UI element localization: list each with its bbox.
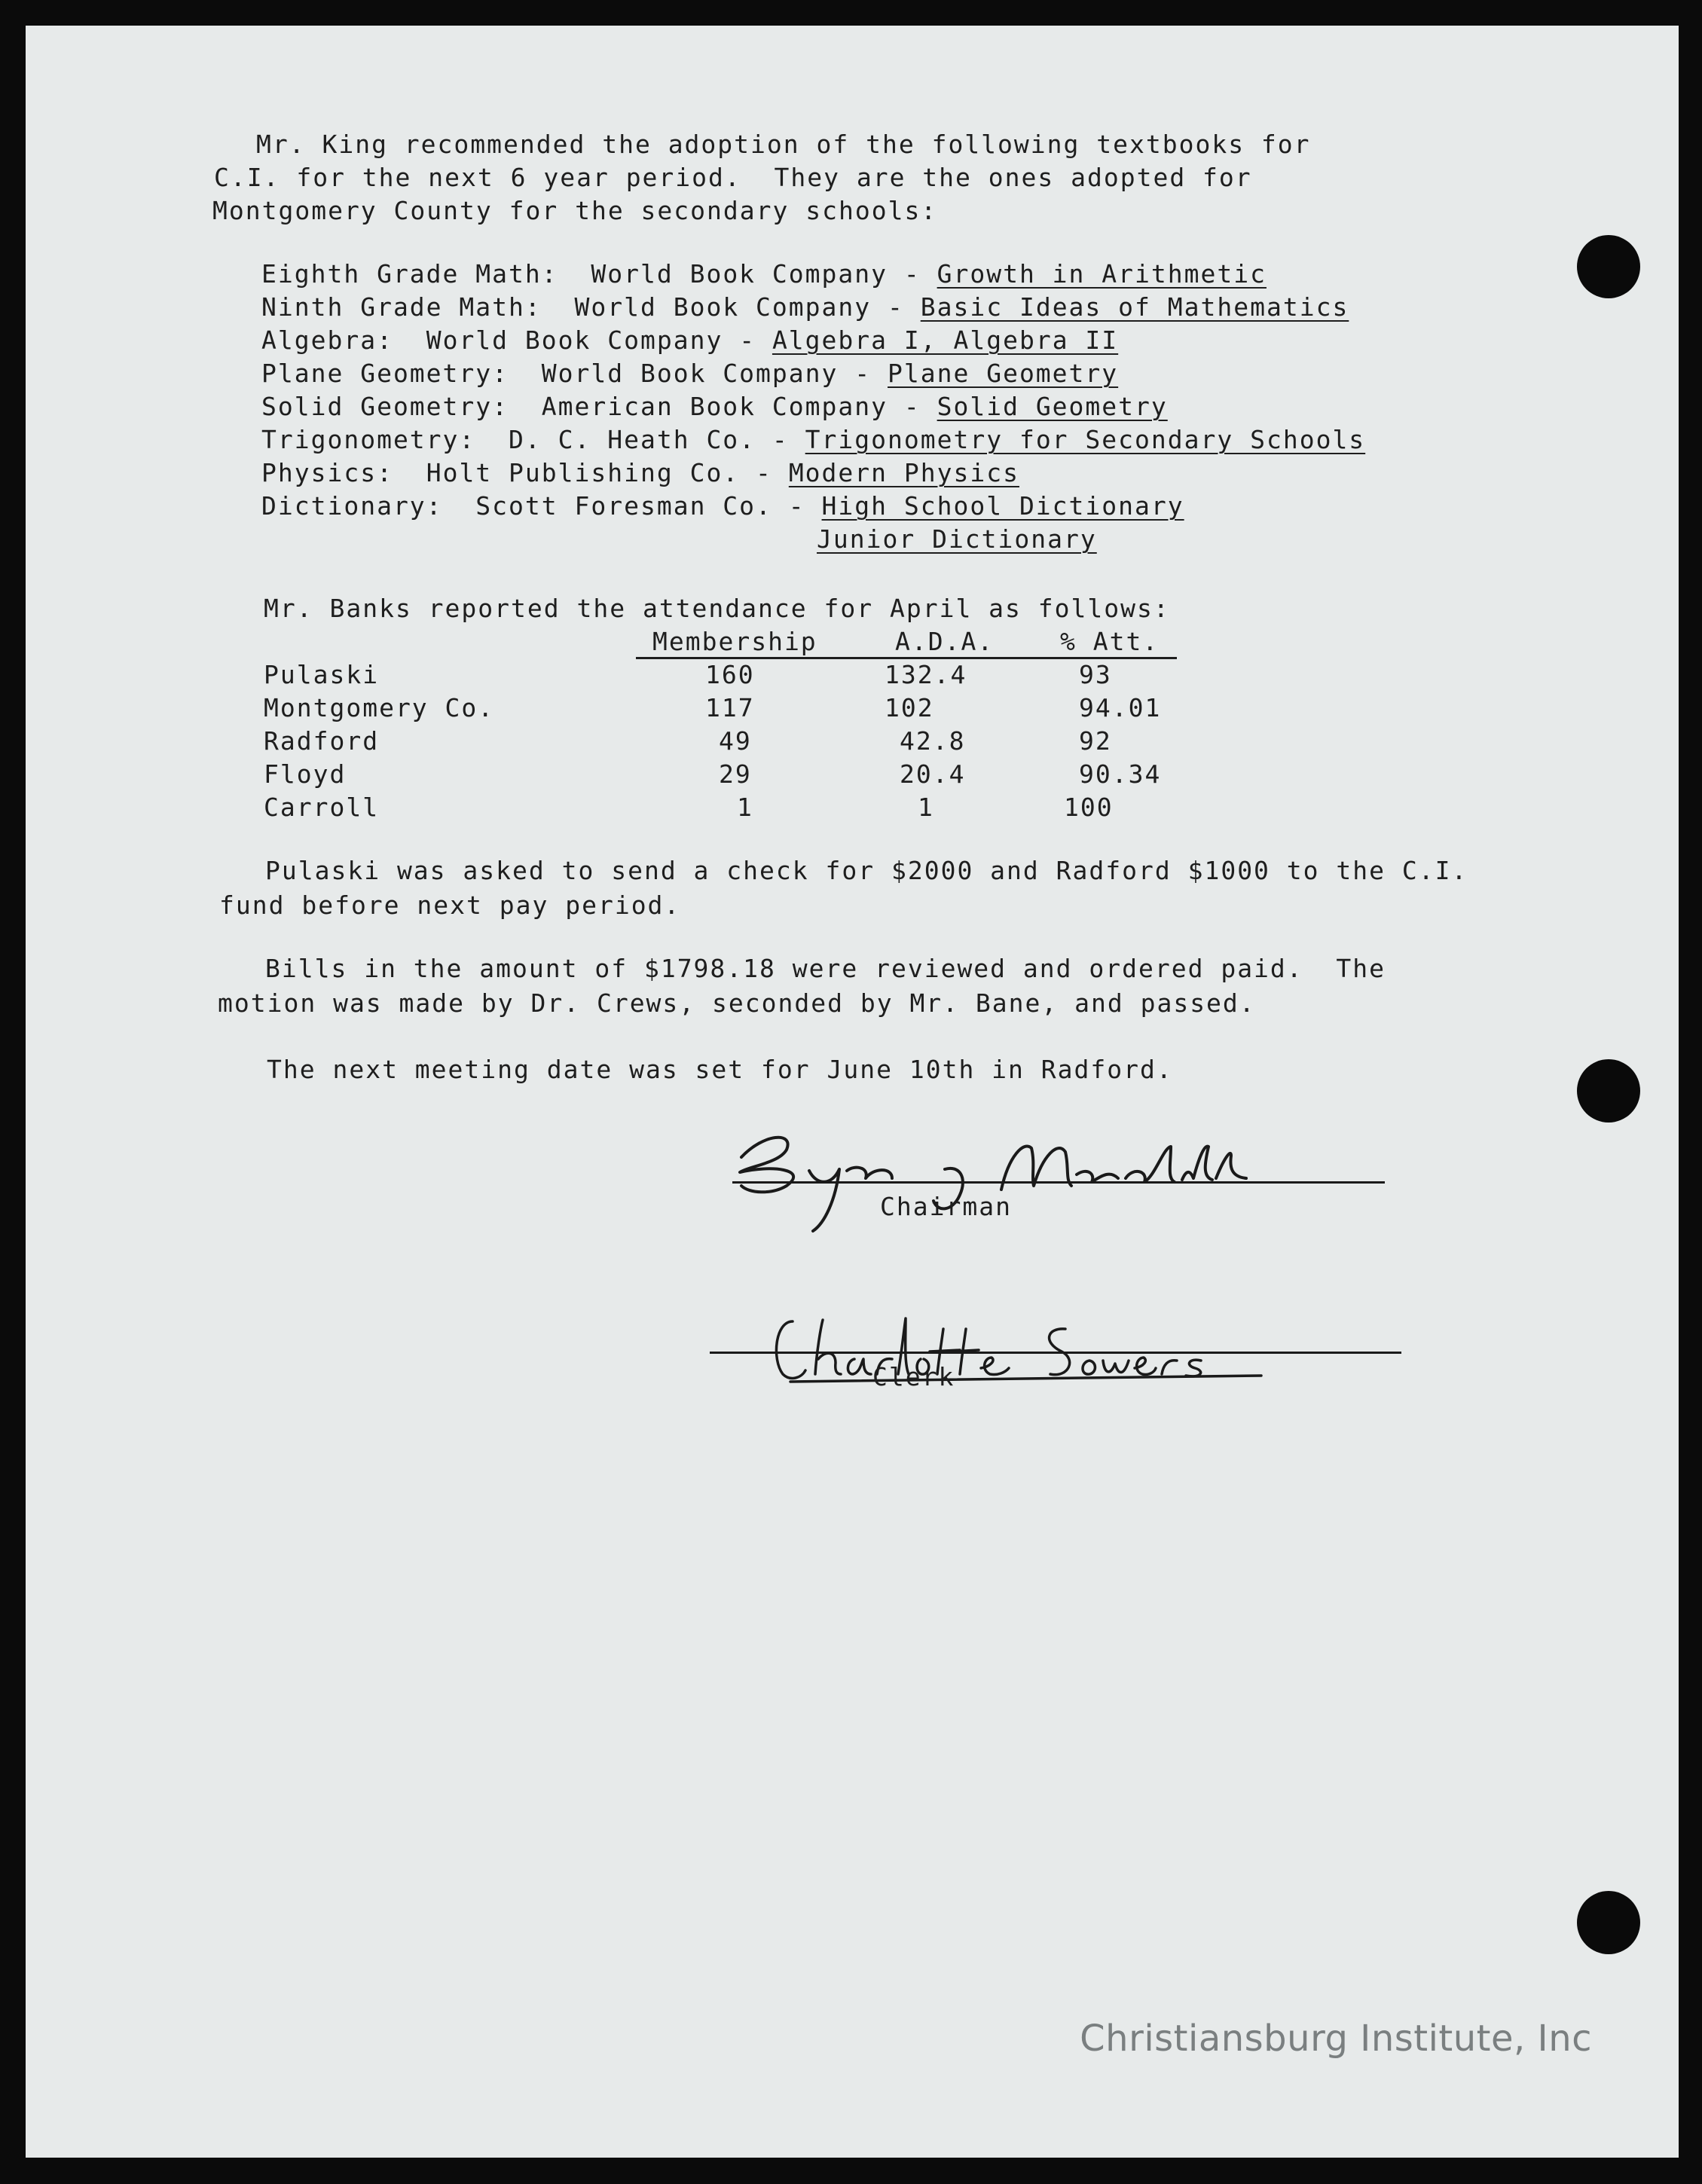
header-ada: A.D.A.	[895, 627, 995, 656]
textbook-row: Algebra: World Book Company - Algebra I, Algebra II	[261, 325, 1119, 355]
textbook-row: Plane Geometry: World Book Company - Plane Geometry	[261, 359, 1119, 388]
watermark: Christiansburg Institute, Inc	[1080, 2018, 1592, 2060]
clerk-label: Clerk	[872, 1362, 955, 1391]
header-att: % Att.	[1060, 627, 1160, 656]
intro-line-1: Mr. King recommended the adoption of the following textbooks for	[256, 130, 1311, 159]
clerk-signature-line	[710, 1352, 1401, 1354]
table-row: Floyd 29 20.4 90.34	[264, 759, 1162, 789]
bills-paragraph-line-2: motion was made by Dr. Crews, seconded by Mr. Bane, and passed.	[218, 988, 1256, 1018]
next-meeting-text: The next meeting date was set for June 10th in Radford.	[267, 1055, 1173, 1084]
textbook-row: Dictionary: Scott Foresman Co. - High School Dictionary	[261, 491, 1184, 521]
header-membership: Membership	[652, 627, 817, 656]
textbook-row: Solid Geometry: American Book Company - Solid Geometry	[261, 392, 1168, 421]
textbook-row: Eighth Grade Math: World Book Company - Growth in Arithmetic	[261, 259, 1267, 289]
textbook-title: Plane Geometry	[888, 359, 1119, 388]
clerk-signature-handwriting	[26, 26, 1679, 2158]
textbook-title: High School Dictionary	[821, 491, 1184, 521]
table-row: Carroll 1 1 100	[264, 793, 1114, 822]
textbook-title: Trigonometry for Secondary Schools	[805, 425, 1366, 454]
check-paragraph-line-2: fund before next pay period.	[219, 890, 681, 920]
textbook-row: Physics: Holt Publishing Co. - Modern Physics	[261, 458, 1019, 487]
textbook-title: Growth in Arithmetic	[937, 259, 1267, 289]
textbook-title: Algebra I, Algebra II	[772, 325, 1119, 355]
table-row: Montgomery Co. 117 102 94.01	[264, 693, 1162, 722]
textbook-row: Trigonometry: D. C. Heath Co. - Trigonometry for Secondary Schools	[261, 425, 1366, 454]
intro-line-3: Montgomery County for the secondary schools:	[212, 196, 938, 225]
textbook-title: Basic Ideas of Mathematics	[920, 292, 1349, 322]
check-paragraph-line-1: Pulaski was asked to send a check for $2000 and Radford $1000 to the C.I.	[265, 856, 1468, 885]
textbook-title: Modern Physics	[788, 458, 1019, 487]
textbook-extra-title: Junior Dictionary	[817, 524, 1097, 554]
textbook-row: Ninth Grade Math: World Book Company - Basic Ideas of Mathematics	[261, 292, 1349, 322]
chairman-label: Chairman	[880, 1192, 1012, 1221]
textbook-title: Solid Geometry	[937, 392, 1168, 421]
attendance-intro: Mr. Banks reported the attendance for April as follows:	[264, 594, 1170, 623]
table-row: Radford 49 42.8 92	[264, 726, 1112, 756]
intro-line-2: C.I. for the next 6 year period. They are the ones adopted for	[214, 163, 1252, 192]
document-page	[26, 26, 1679, 2158]
table-row: Pulaski 160 132.4 93	[264, 660, 1112, 689]
bills-paragraph-line-1: Bills in the amount of $1798.18 were reviewed and ordered paid. The	[265, 954, 1386, 983]
